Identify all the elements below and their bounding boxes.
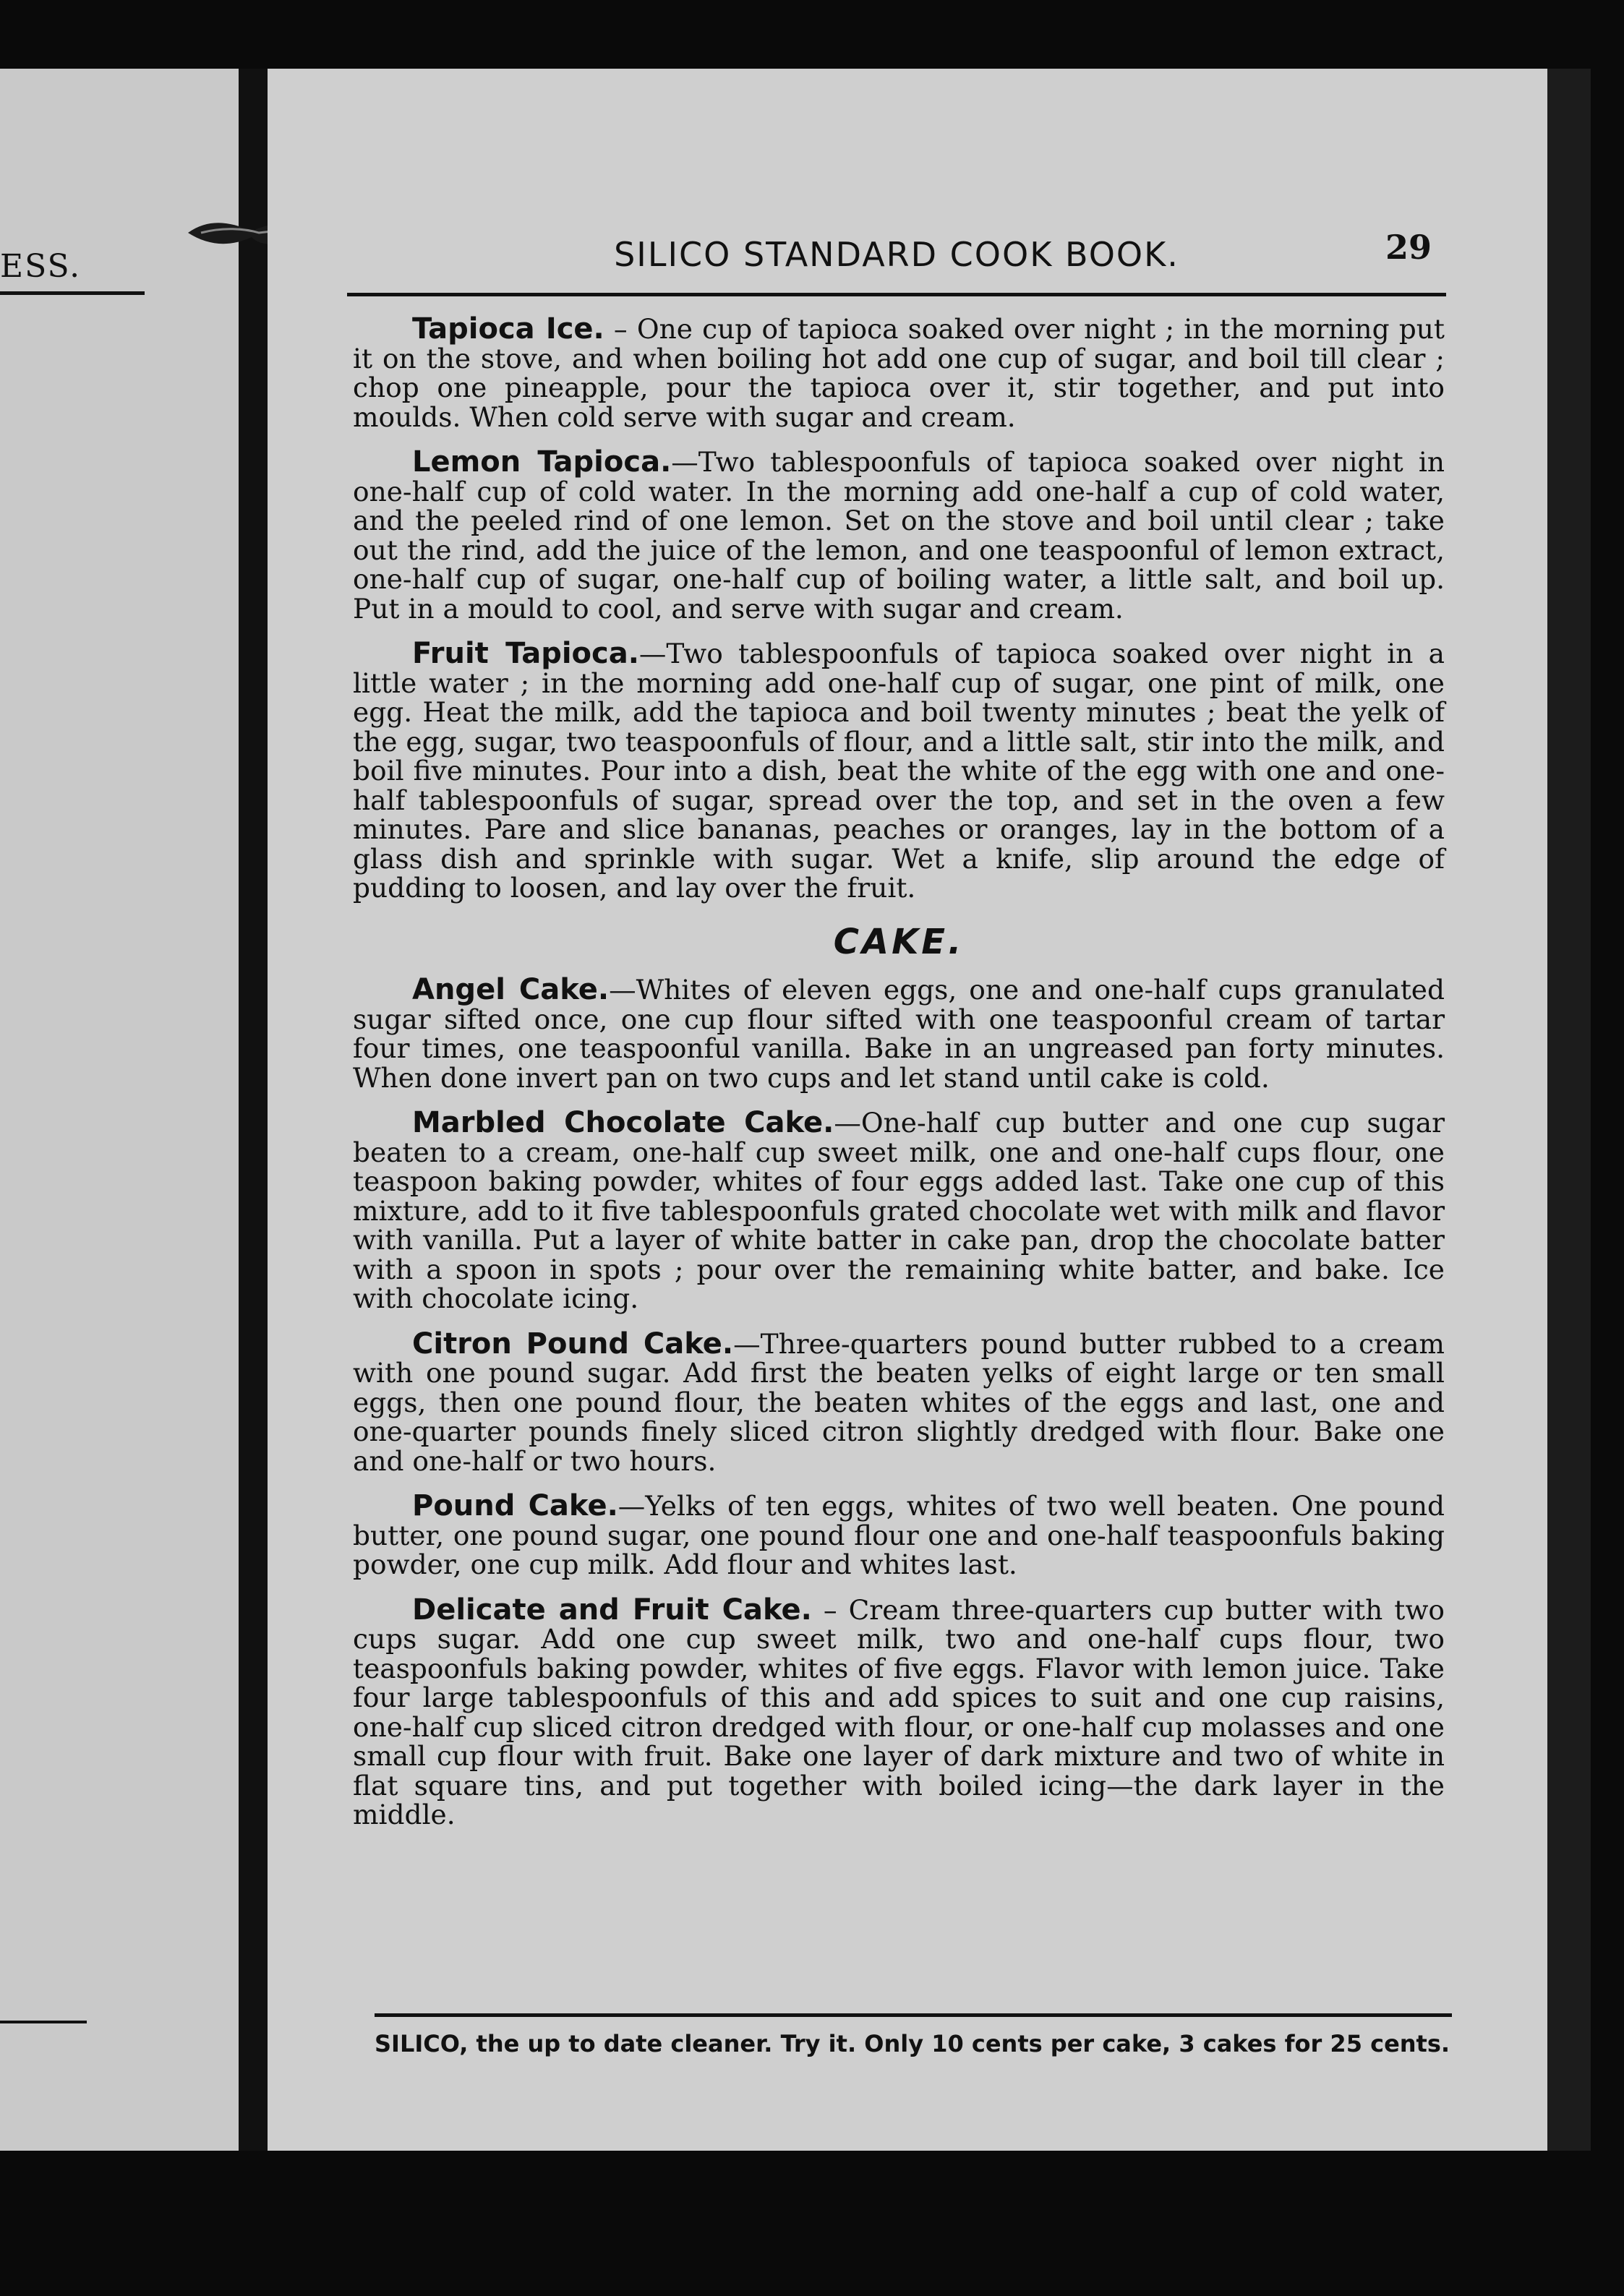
recipe-text: – Cream three-quarters cup butter with two cups sugar. Add one cup sweet milk, two and one-half cups flour, two teaspoonfuls baking powder, whites of five eggs. Flavor with lemon juice. Take four large tablespoonfuls of this and add spices to suit and one cup raisins, one-half cup sliced citron dredged with flour, or one-half cup molasses and one small cup flour with fruit. Bake one layer of dark mixture and two of white in flat square tins, and put together with boiled icing—the dark layer in the middle. [353,1593,1445,1830]
recipe-title: Pound Cake. [412,1489,618,1522]
book-gutter [239,69,268,2151]
running-title: SILICO STANDARD COOK BOOK. [614,235,1179,274]
left-running-head: ESS. [0,248,82,285]
page-edge-shadow [1547,69,1591,2151]
page-number: 29 [1385,228,1432,267]
recipe-title: Tapioca Ice. [412,312,604,346]
recipe-title: Fruit Tapioca. [412,637,639,670]
recipe-title: Marbled Chocolate Cake. [412,1106,834,1139]
recipe-paragraph [353,639,1445,903]
recipe-title: Delicate and Fruit Cake. [412,1593,812,1627]
recipe-title: Angel Cake. [412,973,610,1006]
recipe-text: – One cup of tapioca soaked over night ; in the morning put it on the stove, and when boiling hot add one cup of sugar, and boil till clear ; chop one pineapple, pour the tapioca over it, stir together, and put into moulds. When cold serve with sugar and cream. [353,313,1445,433]
recipe-paragraph [353,314,1445,432]
recipe-text: —One-half cup butter and one cup sugar beaten to a cream, one-half cup sweet milk, one and one-half cups flour, one teaspoon baking powder, whites of four eggs added last. Take one cup of this mixture, add to it five tablespoonfuls grated chocolate wet with milk and flavor with vanilla. Put a layer of white batter in cake pan, drop the chocolate batter with a spoon in spots ; pour over the remaining white batter, and bake. Ice with chocolate icing. [353,1107,1445,1314]
recipe-text: —Two tablespoonfuls of tapioca soaked over night in a little water ; in the morning add one-half cup of sugar, one pint of milk, one egg. Heat the milk, add the tapioca and boil twenty minutes ; beat the yelk of the egg, sugar, two teaspoonfuls of flour, and a little salt, stir into the milk, and boil five minutes. Pour into a dish, beat the white of the egg with one and one-half tablespoonfuls of sugar, spread over the top, and set in the oven a few minutes. Pare and slice bananas, peaches or oranges, lay in the bottom of a glass dish and sprinkle with sugar. Wet a knife, slip around the edge of pudding to loosen, and lay over the fruit. [353,638,1445,904]
section-heading: CAKE. [833,921,965,962]
left-header-rule [0,291,145,295]
book-page [268,69,1591,2151]
recipe-paragraph [353,447,1445,623]
page-header [347,228,1446,296]
recipe-text: —Yelks of ten eggs, whites of two well beaten. One pound butter, one pound sugar, one pound flour one and one-half teaspoonfuls baking powder, one cup milk. Add flour and whites last. [353,1490,1445,1580]
left-page-fragment [0,69,243,2151]
recipe-paragraph [353,1108,1445,1314]
recipe-paragraph [353,1329,1445,1476]
recipe-paragraph [353,1491,1445,1580]
recipe-text: —Two tablespoonfuls of tapioca soaked over night in one-half cup of cold water. In the morning add one-half a cup of cold water, and the peeled rind of one lemon. Set on the stove and boil until clear ; take out the rind, add the juice of the lemon, and one teaspoonful of lemon extract, one-half cup of sugar, one-half cup of boiling water, a little salt, and boil up. Put in a mould to cool, and serve with sugar and cream. [353,446,1445,625]
page-content [353,314,1445,1846]
recipe-title: Citron Pound Cake. [412,1327,734,1361]
page-footer-advert: SILICO, the up to date cleaner. Try it. Only 10 cents per cake, 3 cakes for 25 cents. [375,2013,1452,2057]
recipe-paragraph [353,975,1445,1092]
recipe-paragraph [353,1595,1445,1830]
recipe-text: —Three-quarters pound butter rubbed to a cream with one pound sugar. Add first the beaten yelks of eight large or ten small eggs, then one pound flour, the beaten whites of the eggs and last, one and one-quarter pounds finely sliced citron slightly dredged with flour. Bake one and one-half or two hours. [353,1327,1445,1477]
recipe-text: —Whites of eleven eggs, one and one-half cups granulated sugar sifted once, one cup flour sifted with one teaspoonful cream of tartar four times, one teaspoonful vanilla. Bake in an ungreased pan forty minutes. When done invert pan on two cups and let stand until cake is cold. [353,974,1445,1094]
recipe-title: Lemon Tapioca. [412,445,672,479]
left-footer-rule [0,2021,87,2023]
